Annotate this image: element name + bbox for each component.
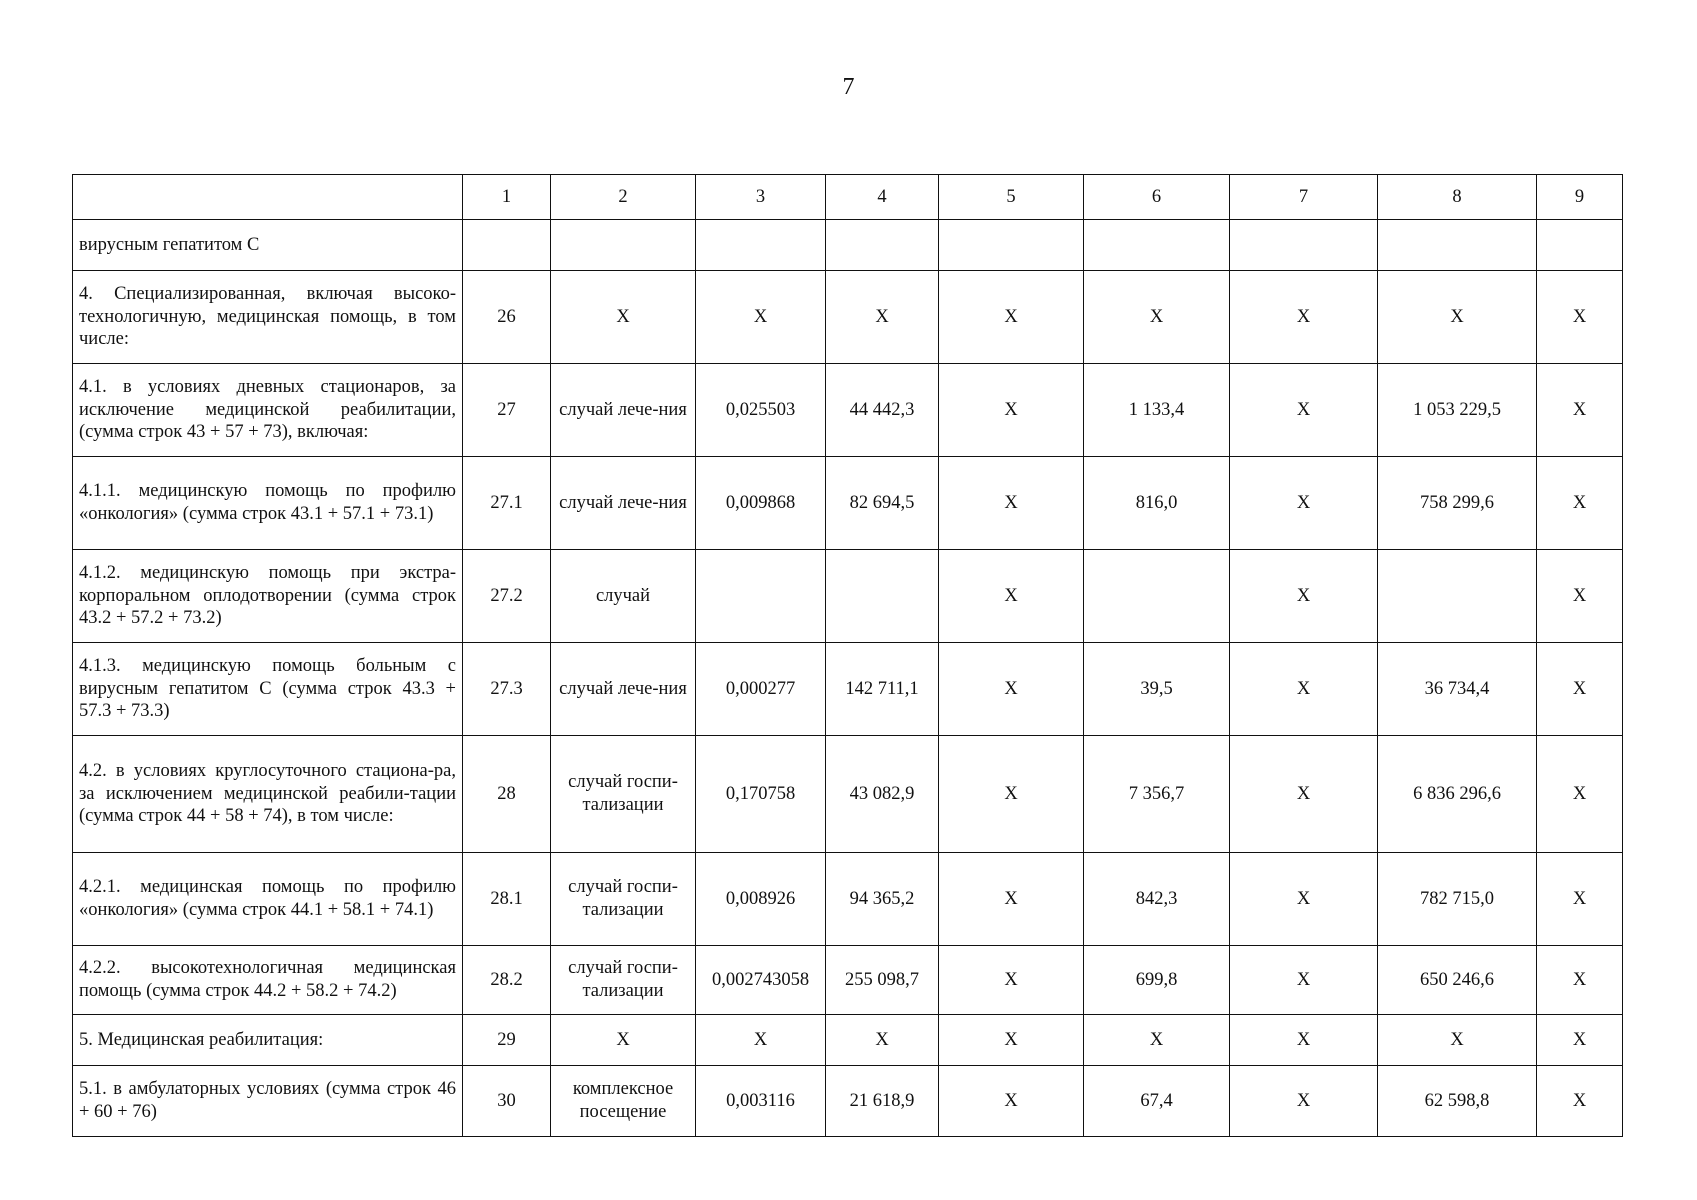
table-cell: случай лече-ния [551,643,696,736]
header-cell: 2 [551,175,696,220]
table-cell [826,550,939,643]
table-cell: X [1537,643,1623,736]
table-cell: 27.2 [463,550,551,643]
table-cell: 7 356,7 [1084,736,1230,853]
table-cell: X [1230,1066,1378,1137]
table-cell: X [1230,271,1378,364]
header-cell: 1 [463,175,551,220]
table-row [73,736,1623,853]
table-cell: X [1378,1015,1537,1066]
table-cell: X [1084,1015,1230,1066]
table-cell: X [1537,550,1623,643]
table-cell: X [939,457,1084,550]
table-cell: X [696,271,826,364]
table-cell: случай [551,550,696,643]
table-cell: X [1537,1015,1623,1066]
table-cell: 142 711,1 [826,643,939,736]
table-cell: X [1230,853,1378,946]
row-label: вирусным гепатитом С [73,220,463,271]
table-cell: 842,3 [1084,853,1230,946]
page-number: 7 [842,74,855,100]
table-cell: 650 246,6 [1378,946,1537,1015]
table-cell: 30 [463,1066,551,1137]
table-cell: 758 299,6 [1378,457,1537,550]
table-cell: 0,008926 [696,853,826,946]
table-cell: X [1537,364,1623,457]
table-cell [1537,220,1623,271]
table-cell: 26 [463,271,551,364]
table-cell: X [1230,457,1378,550]
table-cell: X [551,271,696,364]
table-cell [463,220,551,271]
table-row [73,220,1623,271]
table-cell: X [1537,736,1623,853]
table-cell: X [1230,736,1378,853]
table-cell: X [939,946,1084,1015]
row-label: 4.1.3. медицинскую помощь больным с вирусным гепатитом С (сумма строк 43.3 + 57.3 + 73.3) [73,643,463,736]
table-cell: 29 [463,1015,551,1066]
table-row [73,1066,1623,1137]
table-cell: X [1230,550,1378,643]
table-cell: 699,8 [1084,946,1230,1015]
row-label: 4.2.1. медицинская помощь по профилю «онкология» (сумма строк 44.1 + 58.1 + 74.1) [73,853,463,946]
table-row [73,457,1623,550]
table-cell: 1 053 229,5 [1378,364,1537,457]
table-cell: X [939,550,1084,643]
row-label: 4.2.2. высокотехнологичная медицинская помощь (сумма строк 44.2 + 58.2 + 74.2) [73,946,463,1015]
table-cell: X [696,1015,826,1066]
table-cell [939,220,1084,271]
table-cell: X [939,271,1084,364]
table-cell: 27.1 [463,457,551,550]
data-table [72,174,1623,1137]
table-cell: 0,003116 [696,1066,826,1137]
table-cell: 67,4 [1084,1066,1230,1137]
table-cell: X [826,271,939,364]
table-cell: 39,5 [1084,643,1230,736]
table-cell: X [1537,271,1623,364]
table-row [73,643,1623,736]
table-row [73,364,1623,457]
table-cell [1230,220,1378,271]
table-cell: X [1230,643,1378,736]
table-cell: 62 598,8 [1378,1066,1537,1137]
table-cell [551,220,696,271]
header-cell [73,175,463,220]
table-cell: 1 133,4 [1084,364,1230,457]
table-cell [826,220,939,271]
table-cell: 44 442,3 [826,364,939,457]
row-label: 4.1.2. медицинскую помощь при экстра-корпоральном оплодотворении (сумма строк 43.2 + 57.2 + 73.2) [73,550,463,643]
table-cell: случай госпи-тализации [551,853,696,946]
table-cell: 0,000277 [696,643,826,736]
table-cell: случай госпи-тализации [551,736,696,853]
table-cell: 28.1 [463,853,551,946]
table-cell: случай лече-ния [551,457,696,550]
table-cell: X [1230,1015,1378,1066]
table-cell: X [826,1015,939,1066]
row-label: 5. Медицинская реабилитация: [73,1015,463,1066]
row-label: 4.1. в условиях дневных стационаров, за исключение медицинской реабилитации, (сумма строк 43 + 57 + 73), включая: [73,364,463,457]
table-cell: 36 734,4 [1378,643,1537,736]
table-cell: 82 694,5 [826,457,939,550]
table-cell: 27.3 [463,643,551,736]
table-cell: X [939,1066,1084,1137]
table-cell: X [1230,946,1378,1015]
table-cell: 0,002743058 [696,946,826,1015]
table-cell: 94 365,2 [826,853,939,946]
table-row [73,271,1623,364]
header-cell: 5 [939,175,1084,220]
table-cell: X [1537,1066,1623,1137]
table-cell: 0,025503 [696,364,826,457]
table-cell: X [939,364,1084,457]
table-cell: 28 [463,736,551,853]
table-cell: случай лече-ния [551,364,696,457]
table-header-row [73,175,1623,220]
table-cell [696,550,826,643]
table-cell: X [551,1015,696,1066]
header-cell: 9 [1537,175,1623,220]
table-cell: 255 098,7 [826,946,939,1015]
header-cell: 4 [826,175,939,220]
table-cell: X [939,853,1084,946]
header-cell: 7 [1230,175,1378,220]
table-cell: 27 [463,364,551,457]
table-cell: X [939,736,1084,853]
table-cell [1084,220,1230,271]
table-cell: 6 836 296,6 [1378,736,1537,853]
table-cell: X [1230,364,1378,457]
table-cell [1378,220,1537,271]
row-label: 4.1.1. медицинскую помощь по профилю «онкология» (сумма строк 43.1 + 57.1 + 73.1) [73,457,463,550]
table-cell [1084,550,1230,643]
row-label: 4.2. в условиях круглосуточного стациона-ра, за исключением медицинской реабили-тации (сумма строк 44 + 58 + 74), в том числе: [73,736,463,853]
header-cell: 8 [1378,175,1537,220]
table-cell: 28.2 [463,946,551,1015]
table-cell: 0,170758 [696,736,826,853]
table-row [73,946,1623,1015]
table-cell: X [1537,946,1623,1015]
table-cell: 782 715,0 [1378,853,1537,946]
table-cell: 816,0 [1084,457,1230,550]
table-cell: X [1378,271,1537,364]
row-label: 5.1. в амбулаторных условиях (сумма строк 46 + 60 + 76) [73,1066,463,1137]
table-cell: X [939,1015,1084,1066]
table-cell: X [1084,271,1230,364]
table-row [73,1015,1623,1066]
header-cell: 6 [1084,175,1230,220]
table-cell [696,220,826,271]
table-cell: 43 082,9 [826,736,939,853]
header-cell: 3 [696,175,826,220]
table-cell: 0,009868 [696,457,826,550]
row-label: 4. Специализированная, включая высоко-технологичную, медицинская помощь, в том числе: [73,271,463,364]
table-cell: 21 618,9 [826,1066,939,1137]
table-row [73,550,1623,643]
table-cell: случай госпи-тализации [551,946,696,1015]
table-cell: X [1537,853,1623,946]
table-cell: комплексное посещение [551,1066,696,1137]
table-row [73,853,1623,946]
table-cell [1378,550,1537,643]
table-cell: X [1537,457,1623,550]
table-cell: X [939,643,1084,736]
